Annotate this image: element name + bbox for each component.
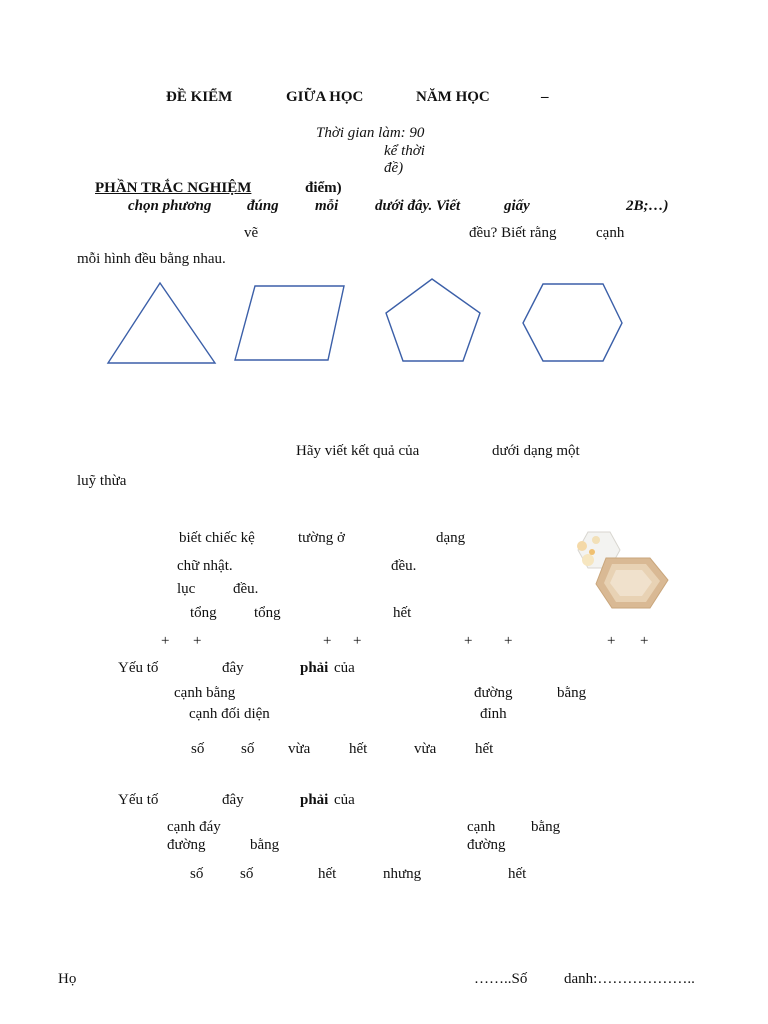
pentagon-shape: [386, 279, 480, 361]
exam-title-part2: GIỮA HỌC: [286, 89, 364, 105]
q2-word-1: Hãy viết kết quả của: [296, 443, 420, 459]
time-line-1: Thời gian làm: 90: [316, 125, 425, 141]
exam-title-part3: NĂM HỌC: [416, 89, 490, 105]
q4-stem-2: đây: [222, 660, 244, 676]
q2-word-2: dưới dạng một: [492, 443, 580, 459]
q3-word-a1: biết chiếc kệ: [179, 530, 255, 546]
instruction-word-2: đúng: [247, 198, 279, 214]
q1-shapes: [0, 0, 768, 400]
q5-option-c1: đường: [167, 837, 206, 853]
instruction-word-1: chọn phương: [128, 198, 212, 214]
q3-word-b2: đều.: [391, 558, 417, 574]
q5-option-a1: cạnh đáy: [167, 819, 221, 835]
q4-stem-4: của: [334, 660, 355, 676]
instruction-word-4: dưới đây. Viết: [375, 198, 461, 214]
q3-word-c2: đều.: [233, 581, 259, 597]
footer-dots: ……..Số: [474, 971, 528, 987]
hexagonal-shelf-image: [566, 528, 670, 612]
instruction-word-5: giấy: [504, 198, 530, 214]
footer-candidate-number: danh:………………..: [564, 971, 695, 987]
q3-word-d2: tổng: [254, 605, 281, 621]
q4-row-word-5: vừa: [414, 741, 437, 757]
q1-word-3: cạnh: [596, 225, 625, 241]
time-line-2: kể thời: [384, 143, 425, 159]
q3-word-a3: dạng: [436, 530, 466, 546]
q4-row-word-1: số: [191, 741, 205, 757]
q5-stem-3: phải: [300, 792, 329, 808]
q5-row-word-2: số: [240, 866, 254, 882]
plus-sign: +: [193, 633, 202, 649]
parallelogram-shape: [235, 286, 344, 360]
plus-sign: +: [353, 633, 362, 649]
q4-row-word-4: hết: [349, 741, 368, 757]
section-heading: PHẦN TRẮC NGHIỆM: [95, 180, 252, 196]
q5-row-word-5: hết: [508, 866, 527, 882]
q5-option-d1: đường: [467, 837, 506, 853]
plus-sign: +: [323, 633, 332, 649]
q4-option-d1: đỉnh: [480, 706, 507, 722]
exam-title-part1: ĐỀ KIỂM: [166, 89, 233, 105]
section-points: điểm): [305, 180, 342, 196]
q1-word-2: đều? Biết rằng: [469, 225, 557, 241]
q4-row-word-6: hết: [475, 741, 494, 757]
triangle-shape: [108, 283, 215, 363]
q4-stem-3: phải: [300, 660, 329, 676]
instruction-word-3: mỗi: [315, 198, 339, 214]
q3-word-d3: hết: [393, 605, 412, 621]
plus-sign: +: [607, 633, 616, 649]
q5-row-word-1: số: [190, 866, 204, 882]
q5-stem-2: đây: [222, 792, 244, 808]
q3-word-a2: tường ở: [298, 530, 345, 546]
q4-stem-1: Yếu tố: [118, 660, 159, 676]
q3-word-c1: lục: [177, 581, 196, 597]
q4-option-b1: đường: [474, 685, 513, 701]
time-line-3: đề): [384, 160, 404, 176]
hexagon-shape: [523, 284, 622, 361]
q4-option-b2: bằng: [557, 685, 587, 701]
plus-sign: +: [464, 633, 473, 649]
q1-line-2: mỗi hình đều bằng nhau.: [77, 251, 226, 267]
exam-title-dash: –: [541, 89, 549, 105]
instruction-word-6: 2B;…): [626, 198, 669, 214]
q5-option-b1: cạnh: [467, 819, 496, 835]
q3-word-b1: chữ nhật.: [177, 558, 233, 574]
q3-word-d1: tổng: [190, 605, 217, 621]
q5-row-word-3: hết: [318, 866, 337, 882]
q2-line-2: luỹ thừa: [77, 473, 127, 489]
q5-stem-4: của: [334, 792, 355, 808]
plus-sign: +: [504, 633, 513, 649]
q5-option-b2: bằng: [531, 819, 561, 835]
q5-option-c2: bằng: [250, 837, 280, 853]
footer-name-label: Họ: [58, 971, 77, 987]
plus-sign: +: [161, 633, 170, 649]
q5-stem-1: Yếu tố: [118, 792, 159, 808]
q1-word-1: vẽ: [244, 225, 259, 241]
q4-option-c1: cạnh đối diện: [189, 706, 270, 722]
q4-option-a1: cạnh bằng: [174, 685, 236, 701]
plus-sign: +: [640, 633, 649, 649]
q4-row-word-2: số: [241, 741, 255, 757]
q5-row-word-4: nhưng: [383, 866, 422, 882]
q4-row-word-3: vừa: [288, 741, 311, 757]
